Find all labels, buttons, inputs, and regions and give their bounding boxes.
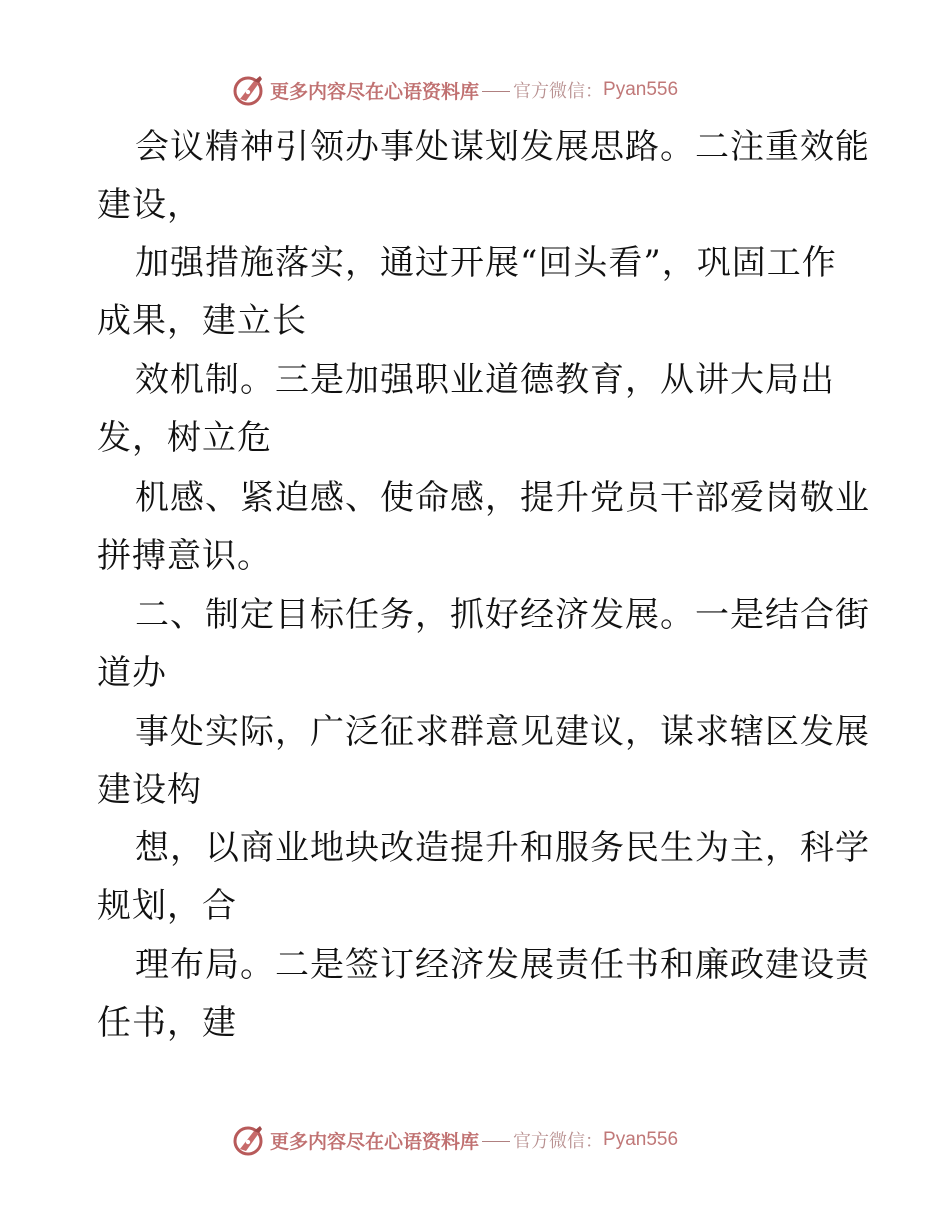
body-line: 加强措施落实，通过开展“回头看”，巩固工作 xyxy=(135,243,837,283)
watermark-wechat-label: 官方微信： xyxy=(513,81,604,102)
body-line: 会议精神引领办事处谋划发展思路。二注重效能 xyxy=(135,127,870,167)
watermark-wechat-label: 官方微信： xyxy=(513,1131,604,1152)
body-line: 理布局。二是签订经济发展责任书和廉政建设责 xyxy=(135,945,870,985)
body-line: 规划，合 xyxy=(97,886,237,926)
pen-nib-logo-icon xyxy=(232,1123,266,1157)
body-line: 道办 xyxy=(97,653,167,693)
watermark-wechat-account: Pyan556 xyxy=(603,1129,679,1150)
body-line: 建设构 xyxy=(97,770,202,810)
pen-nib-logo-icon xyxy=(232,73,266,107)
body-line: 效机制。三是加强职业道德教育，从讲大局出 xyxy=(135,360,835,400)
watermark-wechat-account: Pyan556 xyxy=(603,79,679,100)
watermark-dash xyxy=(482,91,510,92)
body-line: 建设， xyxy=(97,185,202,225)
watermark-dash xyxy=(482,1141,510,1142)
header-watermark xyxy=(232,72,678,108)
body-line: 二、制定目标任务，抓好经济发展。一是结合街 xyxy=(135,595,870,635)
body-line: 想，以商业地块改造提升和服务民生为主，科学 xyxy=(135,828,870,868)
body-line: 成果，建立长 xyxy=(97,301,307,341)
watermark-brand-text: 更多内容尽在心语资料库 xyxy=(270,80,480,103)
watermark-brand-text: 更多内容尽在心语资料库 xyxy=(270,1130,480,1153)
body-line: 事处实际，广泛征求群意见建议，谋求辖区发展 xyxy=(135,712,870,752)
footer-watermark xyxy=(232,1122,678,1158)
body-line: 拼搏意识。 xyxy=(97,536,272,576)
body-line: 任书，建 xyxy=(97,1003,237,1043)
body-line: 发，树立危 xyxy=(97,418,272,458)
body-line: 机感、紧迫感、使命感，提升党员干部爱岗敬业 xyxy=(135,478,870,518)
